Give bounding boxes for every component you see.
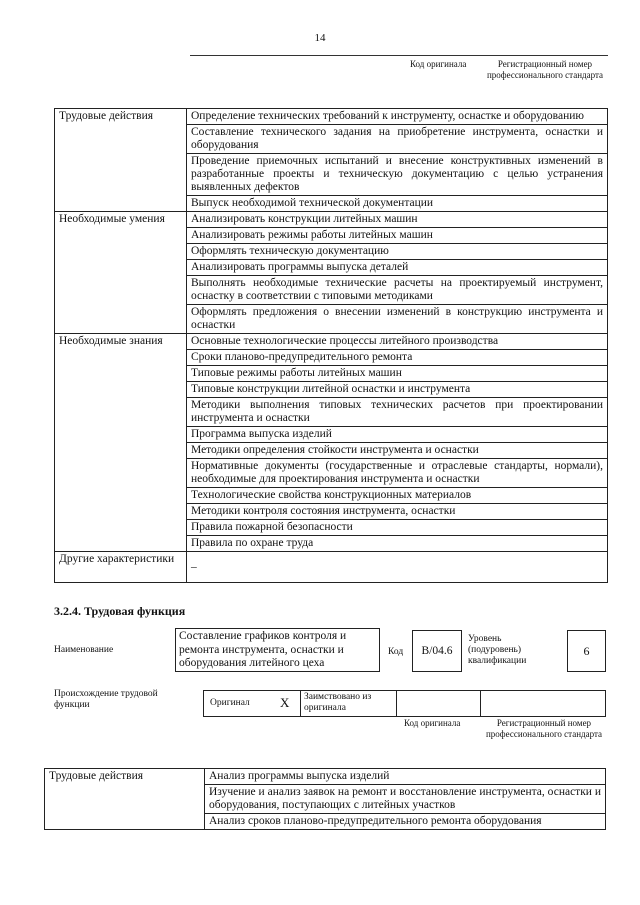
row-category: Трудовые действия <box>45 769 205 830</box>
code-label: Код <box>388 647 404 657</box>
table-row <box>45 769 606 785</box>
name-label: Наименование <box>54 645 114 655</box>
list-item: Проведение приемочных испытаний и внесение конструктивных изменений в разработанные проекты и техническую документацию с целью устранения выявленных дефектов <box>187 154 608 196</box>
original-label: Оригинал <box>210 698 250 708</box>
list-item: Оформлять техническую документацию <box>187 244 608 260</box>
page-number: 14 <box>314 32 326 44</box>
row-category: Другие характеристики <box>55 552 187 583</box>
borrowed-label: Заимствовано из оригинала <box>304 692 372 713</box>
level-label: Уровень (подуровень) квалификации <box>468 634 527 666</box>
list-item: Технологические свойства конструкционных материалов <box>187 488 608 504</box>
competency-table <box>54 108 608 583</box>
list-item: Программа выпуска изделий <box>187 427 608 443</box>
origin-divider <box>300 691 301 716</box>
list-item: Методики выполнения типовых технических расчетов при проектировании инструмента и оснастки <box>187 398 608 427</box>
list-item: Составление технического задания на приобретение инструмента, оснастки и оборудования <box>187 125 608 154</box>
level-box <box>567 630 606 672</box>
row-category: Необходимые умения <box>55 212 187 334</box>
list-item: Правила пожарной безопасности <box>187 520 608 536</box>
list-item: Выпуск необходимой технической документации <box>187 196 608 212</box>
list-item: Анализировать конструкции литейных машин <box>187 212 608 228</box>
list-item: Анализ сроков планово-предупредительного ремонта оборудования <box>205 814 606 830</box>
section-title: 3.2.4. Трудовая функция <box>54 604 186 618</box>
origin-divider <box>480 691 481 716</box>
row-category: Трудовые действия <box>55 109 187 212</box>
function-name-value: Составление графиков контроля и ремонта инструмента, оснастки и оборудования литейного цеха <box>179 630 347 669</box>
list-item: Методики контроля состояния инструмента, оснастки <box>187 504 608 520</box>
origin-row <box>203 690 606 717</box>
function-name-box <box>175 628 380 672</box>
origin-label: Происхождение трудовой функции <box>54 689 158 710</box>
original-mark: X <box>280 695 290 710</box>
header-rule <box>190 55 608 56</box>
reg-number-label: Регистрационный номер профессионального стандарта <box>485 718 603 739</box>
code-box <box>412 630 462 672</box>
reg-number-label: Регистрационный номер профессионального стандарта <box>486 59 604 80</box>
table-row <box>55 109 608 125</box>
list-item: Типовые режимы работы литейных машин <box>187 366 608 382</box>
list-item: – <box>187 552 608 583</box>
row-category: Необходимые знания <box>55 334 187 552</box>
list-item: Методики определения стойкости инструмента и оснастки <box>187 443 608 459</box>
list-item: Изучение и анализ заявок на ремонт и восстановление инструмента, оснастки и оборудования, поступающих с литейных участков <box>205 785 606 814</box>
list-item: Сроки планово-предупредительного ремонта <box>187 350 608 366</box>
table-row <box>55 212 608 228</box>
list-item: Анализировать режимы работы литейных машин <box>187 228 608 244</box>
list-item: Анализ программы выпуска изделий <box>205 769 606 785</box>
list-item: Оформлять предложения о внесении изменений в конструкцию инструмента и оснастки <box>187 305 608 334</box>
list-item: Типовые конструкции литейной оснастки и инструмента <box>187 382 608 398</box>
list-item: Нормативные документы (государственные и отраслевые стандарты, нормали), необходимые для проектирования инструмента и оснастки <box>187 459 608 488</box>
list-item: Выполнять необходимые технические расчеты на проектируемый инструмент, оснастку в соответствии с типовыми методиками <box>187 276 608 305</box>
code-original-label: Код оригинала <box>404 718 461 728</box>
list-item: Определение технических требований к инструменту, оснастке и оборудованию <box>187 109 608 125</box>
list-item: Анализировать программы выпуска деталей <box>187 260 608 276</box>
code-value: В/04.6 <box>421 645 453 657</box>
level-value: 6 <box>583 643 590 658</box>
table-row <box>55 552 608 583</box>
table-row <box>55 334 608 350</box>
list-item: Правила по охране труда <box>187 536 608 552</box>
work-actions-table <box>44 768 606 830</box>
origin-divider <box>396 691 397 716</box>
code-original-label: Код оригинала <box>410 59 467 69</box>
list-item: Основные технологические процессы литейного производства <box>187 334 608 350</box>
